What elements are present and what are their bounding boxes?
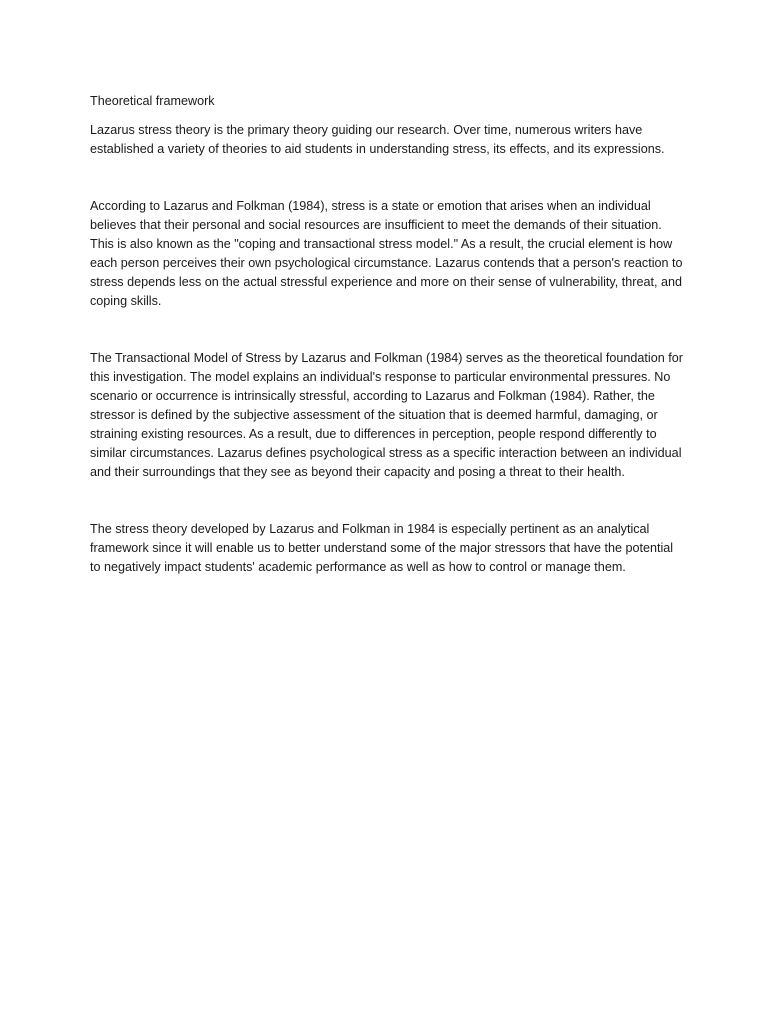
section-heading: Theoretical framework bbox=[90, 94, 215, 108]
paragraph-definition: According to Lazarus and Folkman (1984), stress is a state or emotion that arises when an individual believes that their personal and social resources are insufficient to meet the demands of their situation. This is also known as the "coping and transactional stress model." As a result, the crucial element is how each person perceives their own psychological circumstance. Lazarus contends that a person's reaction to stress depends less on the actual stressful experience and more on their sense of vulnerability, threat, and coping skills. bbox=[90, 199, 683, 308]
document-body bbox=[90, 92, 686, 577]
paragraph-relevance: The stress theory developed by Lazarus and Folkman in 1984 is especially pertinent as an analytical framework since it will enable us to better understand some of the major stressors that have the potential to negatively impact students' academic performance as well as how to control or manage them. bbox=[90, 522, 674, 574]
paragraph-transactional-model: The Transactional Model of Stress by Lazarus and Folkman (1984) serves as the theoretical foundation for this investigation. The model explains an individual's response to particular environmental pressures. No scenario or occurrence is intrinsically stressful, according to Lazarus and Folkman (1984). Rather, the stressor is defined by the subjective assessment of the situation that is deemed harmful, damaging, or straining existing resources. As a result, due to differences in perception, people respond differently to similar circumstances. Lazarus defines psychological stress as a specific interaction between an individual and their surroundings that they see as beyond their capacity and posing a threat to their health. bbox=[90, 351, 683, 479]
paragraph-intro: Lazarus stress theory is the primary theory guiding our research. Over time, numerous writers have established a variety of theories to aid students in understanding stress, its effects, and its expressions. bbox=[90, 123, 665, 156]
